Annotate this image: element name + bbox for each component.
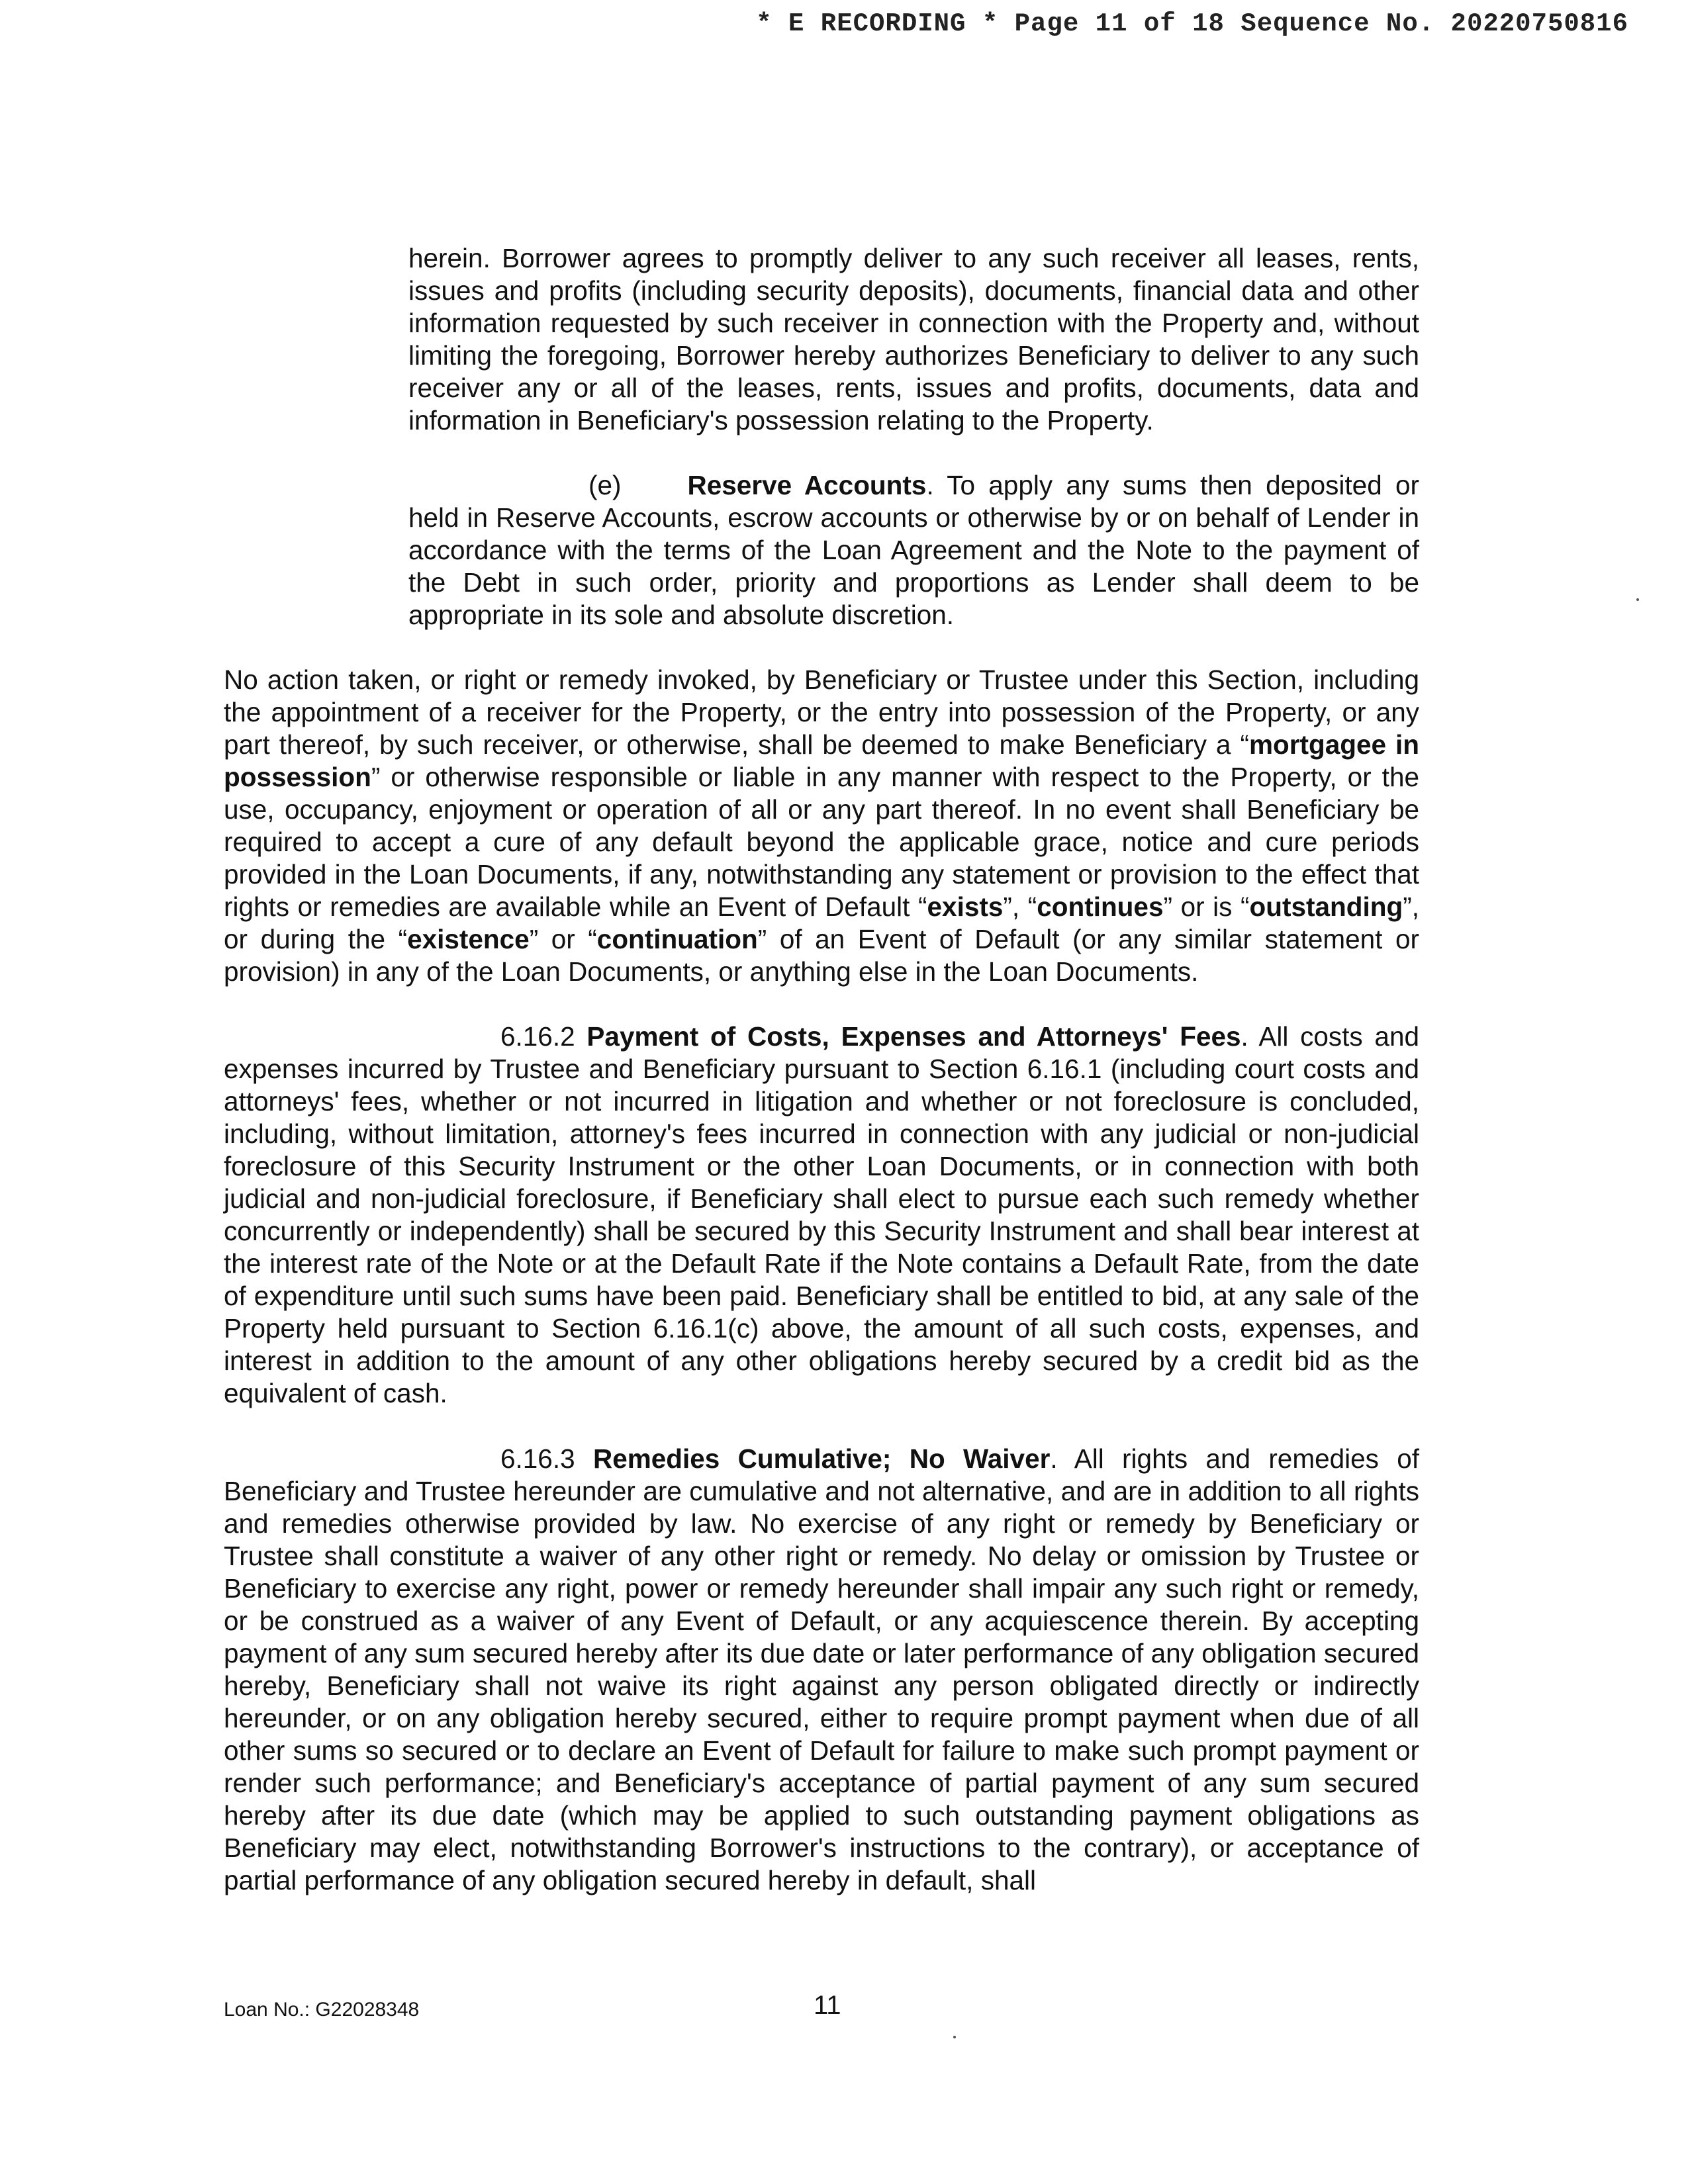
defined-term-outstanding: outstanding — [1249, 891, 1403, 922]
section-text: . All costs and expenses incurred by Trustee and Beneficiary pursuant to Section 6.16.1 (including court costs and attorneys' fees, whether or not incurred in litigation and whether or not foreclosure is concluded, including, without limitation, attorney's fees incurred in connection with any judicial or non-judicial foreclosure of this Security Instrument or the other Loan Documents, or in connection with both judicial and non-judicial foreclosure, if Beneficiary shall elect to pursue each such remedy whether concurrently or independently) shall be secured by this Security Instrument and shall bear interest at the interest rate of the Note or at the Default Rate if the Note contains a Default Rate, from the date of expenditure until such sums have been paid. Beneficiary shall be entitled to bid, at any sale of the Property held pursuant to Section 6.16.1(c) above, the amount of all such costs, expenses, and interest in addition to the amount of any other obligations hereby secured by a credit bid as the equivalent of cash. — [224, 1021, 1419, 1408]
defined-term-exists: exists — [927, 891, 1004, 922]
section-number: 6.16.2 — [500, 1021, 575, 1052]
defined-term-continues: continues — [1037, 891, 1164, 922]
text-run: No action taken, or right or remedy invoked, by Beneficiary or Trustee under this Section, including the appointment of a receiver for the Property, or the entry into possession of the Property, or any part thereof, by such receiver, or otherwise, shall be deemed to make Beneficiary a “ — [224, 664, 1419, 760]
clause-text: . To apply any sums then deposited or held in Reserve Accounts, escrow accounts or otherwise by or on behalf of Lender in accordance with the terms of the Loan Agreement and the Note to the payment of the Debt in such order, priority and proportions as Lender shall deem to be appropriate in its sole and absolute discretion. — [408, 470, 1420, 630]
page-number: 11 — [814, 1991, 841, 2020]
section-heading: Payment of Costs, Expenses and Attorneys' Fees — [586, 1021, 1241, 1052]
clause-label: (e) — [588, 470, 622, 500]
text-run: ”, “ — [1003, 891, 1037, 922]
text-run: ” or is “ — [1163, 891, 1250, 922]
text-run: ”, or during the “ — [224, 891, 1419, 954]
recording-header: * E RECORDING * Page 11 of 18 Sequence No. 20220750816 — [756, 9, 1628, 38]
section-text: . All rights and remedies of Beneficiary and Trustee hereunder are cumulative and not alternative, and are in addition to all rights and remedies otherwise provided by law. No exercise of any right or remedy by Beneficiary or Trustee shall constitute a waiver of any other right or remedy. No delay or omission by Trustee or Beneficiary to exercise any right, power or remedy hereunder shall impair any such right or remedy, or be construed as a waiver of any Event of Default, or any acquiescence therein. By accepting payment of any sum secured hereby after its due date or later performance of any obligation secured hereby, Beneficiary shall not waive its right against any person obligated directly or indirectly hereunder, or on any obligation hereby secured, either to require prompt payment when due of all other sums so secured or to declare an Event of Default for failure to make such prompt payment or render such performance; and Beneficiary's acceptance of partial payment of any sum secured hereby after its due date (which may be applied to such outstanding payment obligations as Beneficiary may elect, notwithstanding Borrower's instructions to the contrary), or acceptance of partial performance of any obligation secured hereby in default, shall — [224, 1443, 1419, 1895]
paragraph-receiver-delivery: herein. Borrower agrees to promptly deliver to any such receiver all leases, rents, issues and profits (including security deposits), documents, financial data and other information requested by such receiver in connection with the Property and, without limiting the foregoing, Borrower hereby authorizes Beneficiary to deliver to any such receiver any or all of the leases, rents, issues and profits, documents, data and information in Beneficiary's possession relating to the Property. — [408, 243, 1419, 435]
text-run: ” of an Event of Default (or any similar statement or provision) in any of the Loan Documents, or anything else in the Loan Documents. — [224, 924, 1419, 987]
section-6-16-3 — [224, 1443, 1419, 1897]
paragraph-mortgagee-in-possession — [224, 664, 1419, 988]
paragraph-reserve-accounts — [408, 469, 1419, 631]
section-number: 6.16.3 — [500, 1443, 575, 1474]
text-run: ” or otherwise responsible or liable in any manner with respect to the Property, or the use, occupancy, enjoyment or operation of all or any part thereof. In no event shall Beneficiary be required to accept a cure of any default beyond the applicable grace, notice and cure periods provided in the Loan Documents, if any, notwithstanding any statement or provision to the effect that rights or remedies are available while an Event of Default “ — [224, 762, 1419, 922]
clause-heading: Reserve Accounts — [687, 470, 927, 500]
text-run: ” or “ — [529, 924, 597, 954]
defined-term-continuation: continuation — [596, 924, 758, 954]
scan-speck — [953, 2036, 956, 2038]
defined-term-existence: existence — [407, 924, 530, 954]
defined-term-mortgagee: mortgagee in possession — [224, 729, 1419, 792]
section-6-16-2 — [224, 1021, 1419, 1410]
scan-speck — [1636, 598, 1639, 601]
loan-number: Loan No.: G22028348 — [224, 1999, 420, 2021]
section-heading: Remedies Cumulative; No Waiver — [592, 1443, 1051, 1474]
